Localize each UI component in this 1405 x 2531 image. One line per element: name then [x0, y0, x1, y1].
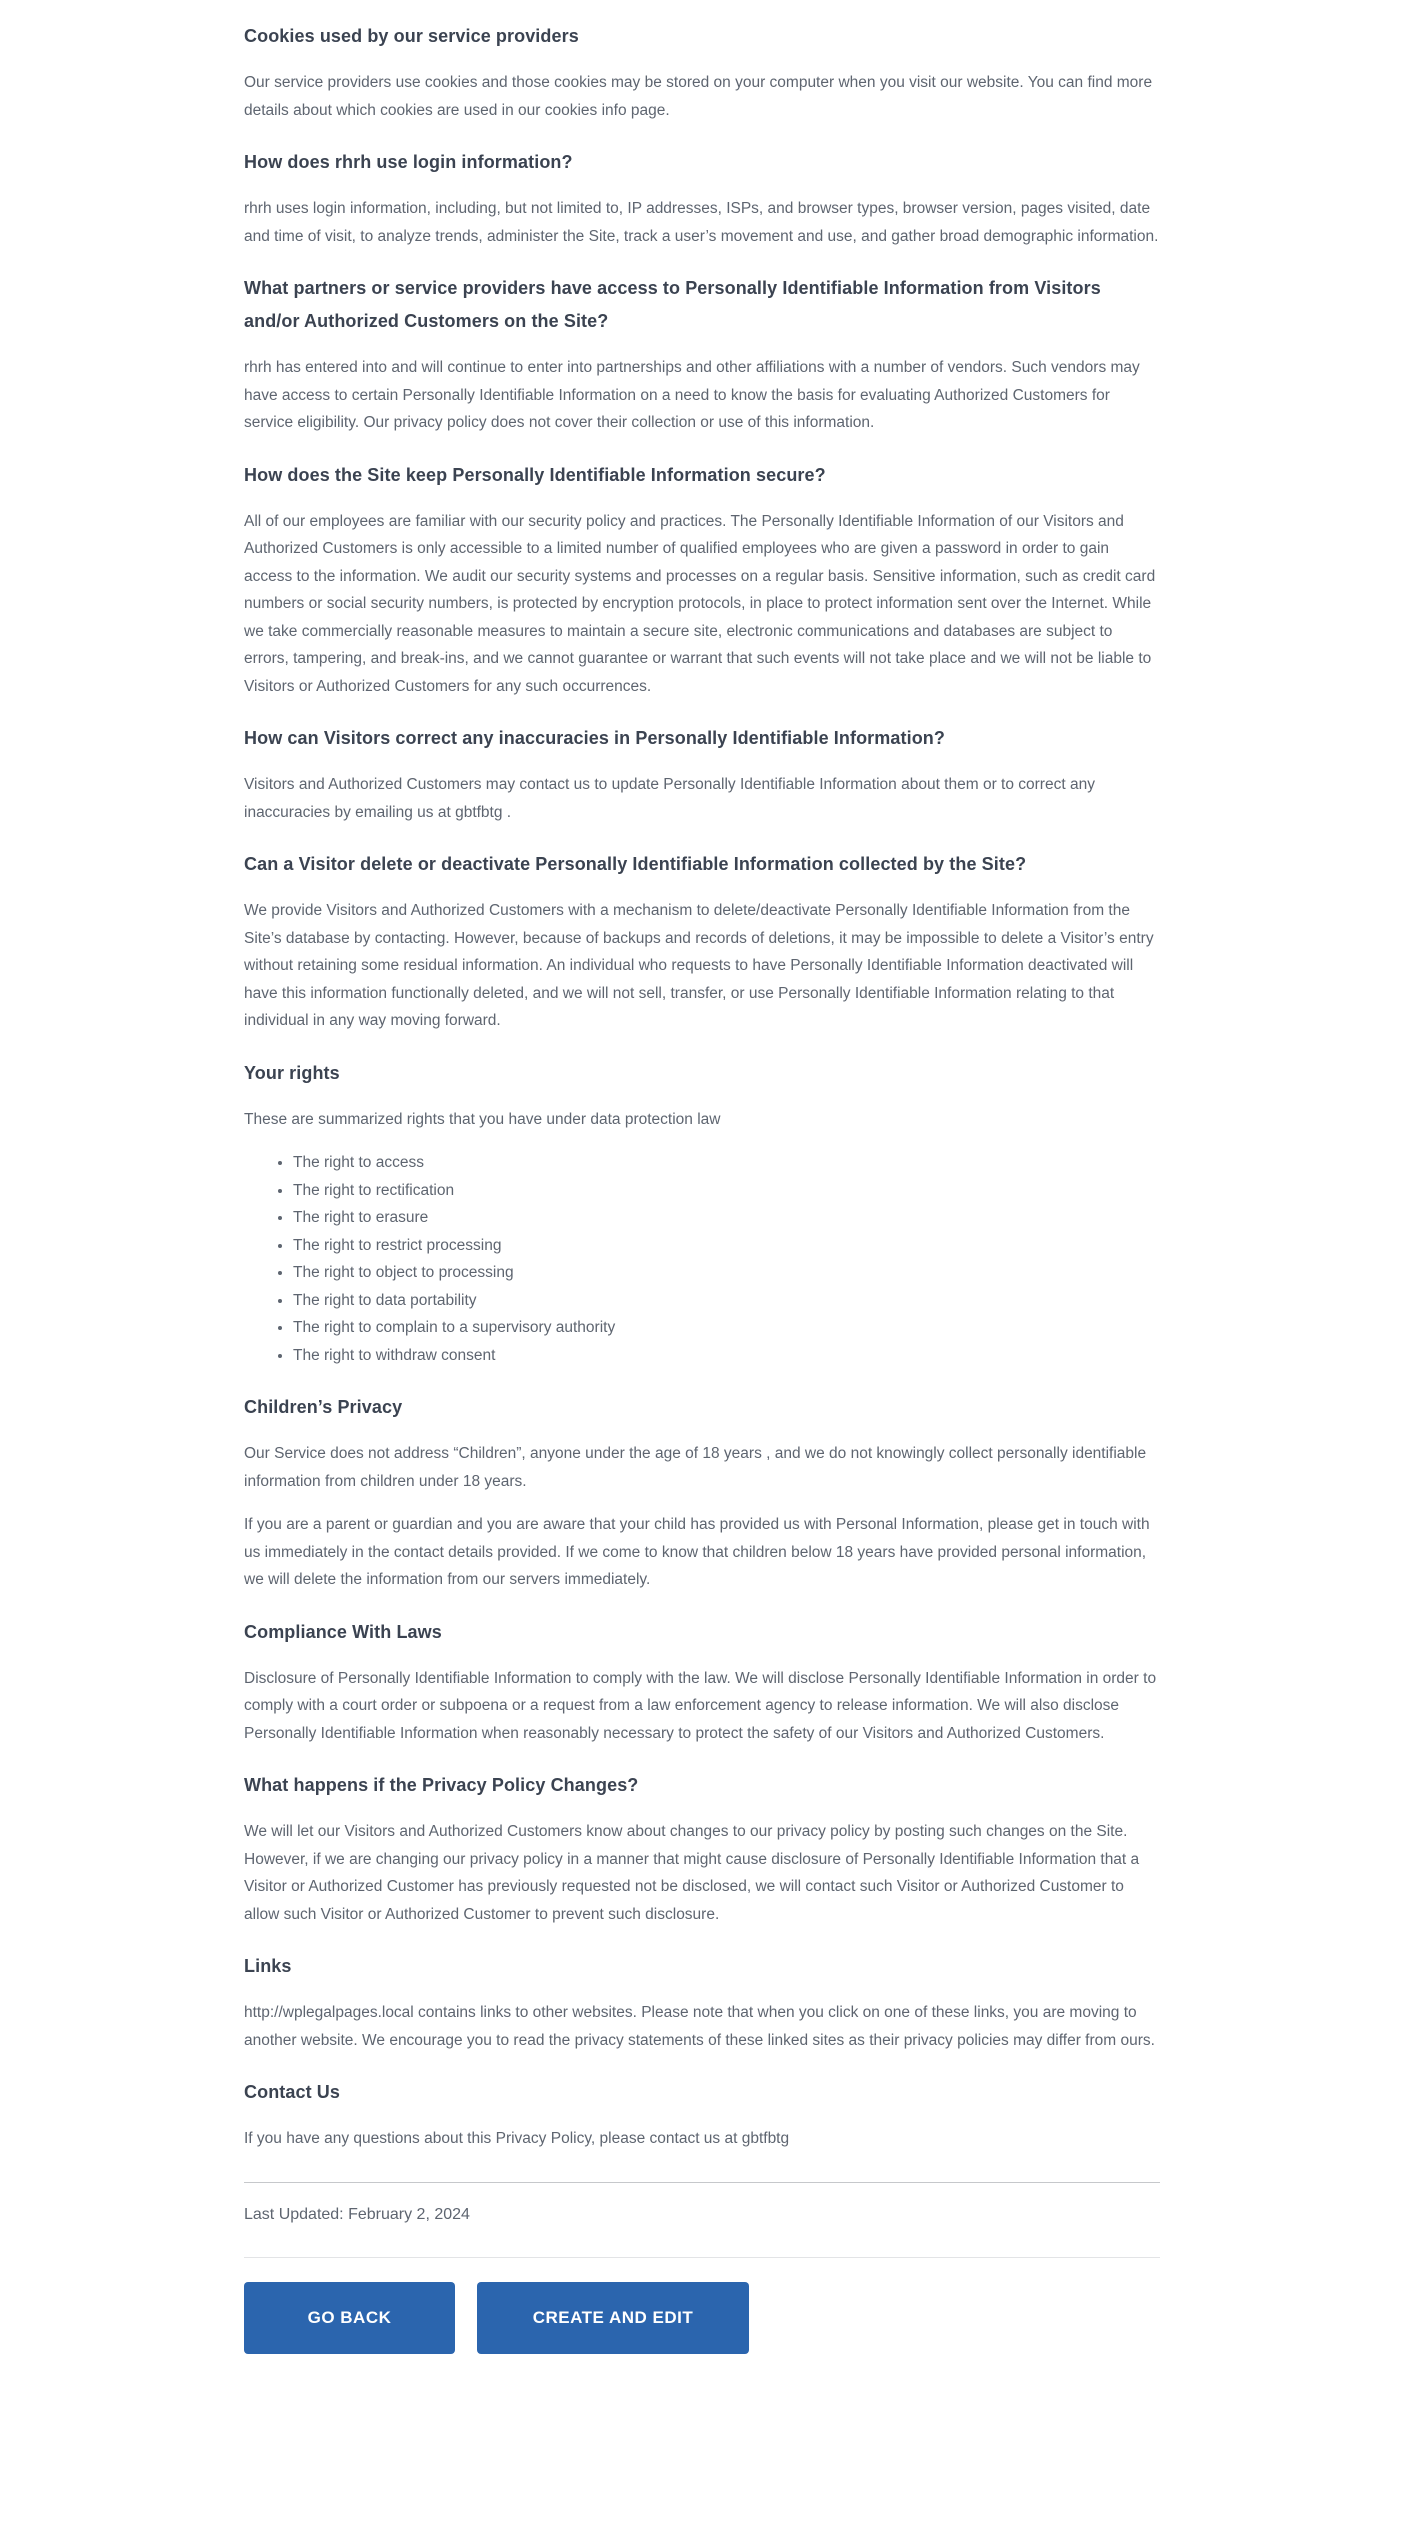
divider-above-last-updated — [244, 2182, 1160, 2183]
rights-list — [244, 1149, 1160, 1369]
heading-contact-us: Contact Us — [244, 2082, 341, 2102]
paragraph-correct-inaccuracies: Visitors and Authorized Customers may contact us to update Personally Identifiable Information about them or to correct any inaccuracies by emailing us at gbtfbtg . — [244, 776, 1095, 821]
heading-correct-inaccuracies: How can Visitors correct any inaccuracies in Personally Identifiable Information? — [244, 728, 945, 748]
rights-list-item: • The right to access — [293, 1149, 1160, 1177]
divider-above-buttons — [244, 2257, 1160, 2258]
rights-list-item: • The right to object to processing — [293, 1259, 1160, 1287]
paragraph-privacy-policy-changes: We will let our Visitors and Authorized Customers know about changes to our privacy policy by posting such changes on the Site. However, if we are changing our privacy policy in a manner that might cause disclosure of Personally Identifiable Information that a Visitor or Authorized Customer has previously requested not be disclosed, we will contact such Visitor or Authorized Customer to allow such Visitor or Authorized Customer to prevent such disclosure. — [244, 1823, 1140, 1923]
paragraph-cookies-service-providers: Our service providers use cookies and those cookies may be stored on your computer when you visit our website. You can find more details about which cookies are used in our cookies info page. — [244, 74, 1153, 119]
heading-login-information: How does rhrh use login information? — [244, 152, 573, 172]
policy-document — [244, 0, 1160, 2354]
action-buttons-row — [244, 2282, 1160, 2354]
rights-list-item: • The right to erasure — [293, 1204, 1160, 1232]
paragraph-compliance-with-laws: Disclosure of Personally Identifiable Information to comply with the law. We will disclose Personally Identifiable Information in order to comply with a court order or subpoena or a request from a law enforcement agency to release information. We will also disclose Personally Identifiable Information when reasonably necessary to protect the safety of our Visitors and Authorized Customers. — [244, 1669, 1157, 1742]
rights-list-item: • The right to rectification — [293, 1177, 1160, 1205]
rights-list-item: • The right to complain to a supervisory authority — [293, 1314, 1160, 1342]
paragraph-your-rights-intro: These are summarized rights that you have under data protection law — [244, 1110, 721, 1128]
paragraph-childrens-privacy-2: If you are a parent or guardian and you are aware that your child has provided us with Personal Information, please get in touch with us immediately in the contact details provided. If we come to know that children below 18 years have provided personal information, we will delete the information from our servers immediately. — [244, 1516, 1150, 1588]
paragraph-login-information: rhrh uses login information, including, but not limited to, IP addresses, ISPs, and browser types, browser version, pages visited, date and time of visit, to analyze trends, administer the Site, track a user’s movement and use, and gather broad demographic information. — [244, 200, 1159, 245]
paragraph-delete-deactivate: We provide Visitors and Authorized Customers with a mechanism to delete/deactivate Personally Identifiable Information from the Site’s database by contacting. However, because of backups and records of deletions, it may be impossible to delete a Visitor’s entry without retaining some residual information. An individual who requests to have Personally Identifiable Information deactivated will have this information functionally deleted, and we will not sell, transfer, or use Personally Identifiable Information relating to that individual in any way moving forward. — [244, 902, 1154, 1029]
heading-delete-deactivate: Can a Visitor delete or deactivate Personally Identifiable Information collected by the Site? — [244, 854, 1027, 874]
heading-cookies-service-providers: Cookies used by our service providers — [244, 26, 579, 46]
heading-childrens-privacy: Children’s Privacy — [244, 1397, 403, 1417]
paragraph-site-security: All of our employees are familiar with our security policy and practices. The Personally Identifiable Information of our Visitors and Authorized Customers is only accessible to a limited number of qualified employees who are given a password in order to gain access to the information. We audit our security systems and processes on a regular basis. Sensitive information, such as credit card numbers or social security numbers, is protected by encryption protocols, in place to protect information sent over the Internet. While we take commercially reasonable measures to maintain a secure site, electronic communications and databases are subject to errors, tampering, and break-ins, and we cannot guarantee or warrant that such events will not take place and we will not be liable to Visitors or Authorized Customers for any such occurrences. — [244, 512, 1156, 695]
paragraph-partners-access: rhrh has entered into and will continue to enter into partnerships and other affiliations with a number of vendors. Such vendors may have access to certain Personally Identifiable Information on a need to know the basis for evaluating Authorized Customers for service eligibility. Our privacy policy does not cover their collection or use of this information. — [244, 359, 1140, 431]
go-back-button[interactable]: GO BACK — [244, 2282, 455, 2354]
heading-links: Links — [244, 1956, 292, 1976]
last-updated-text: Last Updated: February 2, 2024 — [244, 2205, 470, 2223]
heading-privacy-policy-changes: What happens if the Privacy Policy Changes? — [244, 1775, 639, 1795]
create-and-edit-button[interactable]: CREATE AND EDIT — [477, 2282, 749, 2354]
paragraph-childrens-privacy-1: Our Service does not address “Children”, anyone under the age of 18 years , and we do not knowingly collect personally identifiable information from children under 18 years. — [244, 1445, 1147, 1490]
rights-list-item: • The right to restrict processing — [293, 1232, 1160, 1260]
rights-list-item: • The right to withdraw consent — [293, 1342, 1160, 1370]
rights-list-item: • The right to data portability — [293, 1287, 1160, 1315]
heading-site-security: How does the Site keep Personally Identifiable Information secure? — [244, 464, 826, 485]
paragraph-contact-us: If you have any questions about this Privacy Policy, please contact us at gbtfbtg — [244, 2130, 790, 2147]
paragraph-links: http://wplegalpages.local contains links to other websites. Please note that when you click on one of these links, you are moving to another website. We encourage you to read the privacy statements of these linked sites as their privacy policies may differ from ours. — [244, 2004, 1155, 2049]
heading-your-rights: Your rights — [244, 1062, 340, 1083]
heading-partners-access: What partners or service providers have access to Personally Identifiable Information from Visitors and/or Authorized Customers on the Site? — [244, 278, 1101, 331]
heading-compliance-with-laws: Compliance With Laws — [244, 1621, 442, 1642]
